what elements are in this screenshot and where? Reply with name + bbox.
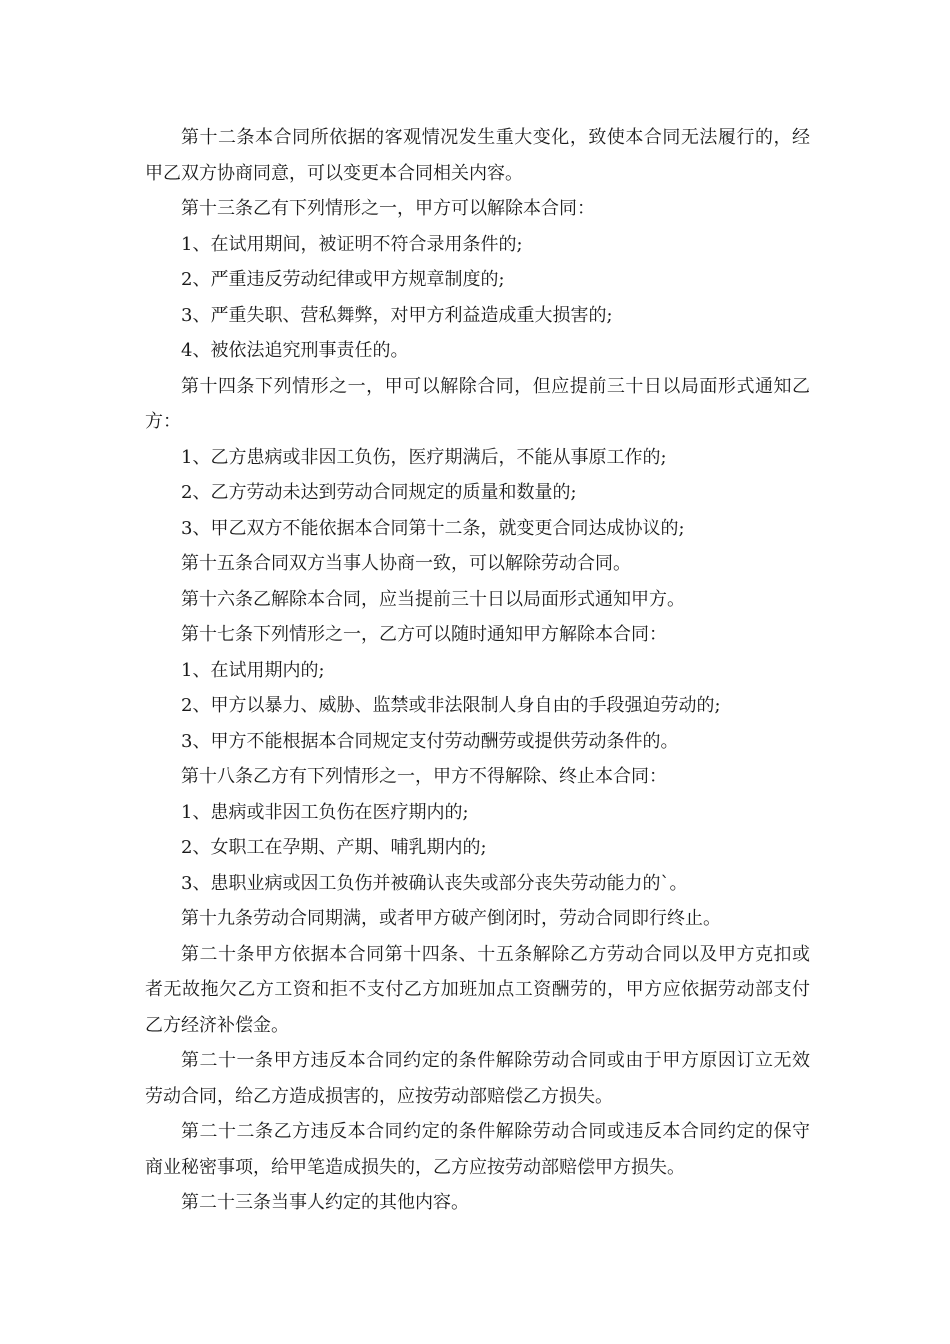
paragraph-article-12: 第十二条本合同所依据的客观情况发生重大变化，致使本合同无法履行的，经甲乙双方协商同意，可以变更本合同相关内容。	[145, 127, 810, 184]
paragraph-article-22: 第二十二条乙方违反本合同约定的条件解除劳动合同或违反本合同约定的保守商业秘密事项，给甲笔造成损失的，乙方应按劳动部赔偿甲方损失。	[145, 1121, 810, 1178]
paragraph-article-23: 第二十三条当事人约定的其他内容。	[181, 1192, 469, 1213]
list-item: 2、严重违反劳动纪律或甲方规章制度的;	[181, 269, 505, 290]
paragraph-article-19: 第十九条劳动合同期满，或者甲方破产倒闭时，劳动合同即行终止。	[181, 908, 721, 929]
list-item: 4、被依法追究刑事责任的。	[181, 340, 409, 361]
list-item: 2、甲方以暴力、威胁、监禁或非法限制人身自由的手段强迫劳动的;	[181, 695, 721, 716]
paragraph-article-18: 第十八条乙方有下列情形之一，甲方不得解除、终止本合同：	[181, 766, 667, 787]
paragraph-article-16: 第十六条乙解除本合同，应当提前三十日以局面形式通知甲方。	[181, 588, 685, 610]
list-item: 2、女职工在孕期、产期、哺乳期内的;	[181, 837, 487, 858]
paragraph-article-20: 第二十条甲方依据本合同第十四条、十五条解除乙方劳动合同以及甲方克扣或者无故拖欠乙方工资和拒不支付乙方加班加点工资酬劳的，甲方应依据劳动部支付乙方经济补偿金。	[145, 943, 810, 1036]
paragraph-article-13: 第十三条乙有下列情形之一，甲方可以解除本合同：	[181, 198, 595, 219]
paragraph-article-15: 第十五条合同双方当事人协商一致，可以解除劳动合同。	[181, 553, 631, 574]
list-item: 3、甲乙双方不能依据本合同第十二条，就变更合同达成协议的;	[181, 517, 685, 539]
list-item: 3、严重失职、营私舞弊，对甲方利益造成重大损害的;	[181, 304, 613, 326]
list-item: 1、乙方患病或非因工负伤，医疗期满后，不能从事原工作的;	[181, 446, 667, 468]
paragraph-article-21: 第二十一条甲方违反本合同约定的条件解除劳动合同或由于甲方原因订立无效劳动合同，给乙方造成损害的，应按劳动部赔偿乙方损失。	[145, 1050, 810, 1107]
paragraph-article-14: 第十四条下列情形之一，甲可以解除合同，但应提前三十日以局面形式通知乙方：	[145, 375, 810, 432]
list-item: 1、患病或非因工负伤在医疗期内的;	[181, 801, 469, 823]
list-item: 1、在试用期内的;	[181, 659, 325, 681]
list-item: 1、在试用期间，被证明不符合录用条件的;	[181, 233, 523, 255]
list-item: 3、甲方不能根据本合同规定支付劳动酬劳或提供劳动条件的。	[181, 730, 679, 752]
paragraph-article-17: 第十七条下列情形之一，乙方可以随时通知甲方解除本合同：	[181, 624, 667, 645]
list-item: 2、乙方劳动未达到劳动合同规定的质量和数量的;	[181, 482, 577, 503]
list-item: 3、患职业病或因工负伤并被确认丧失或部分丧失劳动能力的`。	[181, 872, 688, 894]
document-body	[145, 120, 810, 1221]
